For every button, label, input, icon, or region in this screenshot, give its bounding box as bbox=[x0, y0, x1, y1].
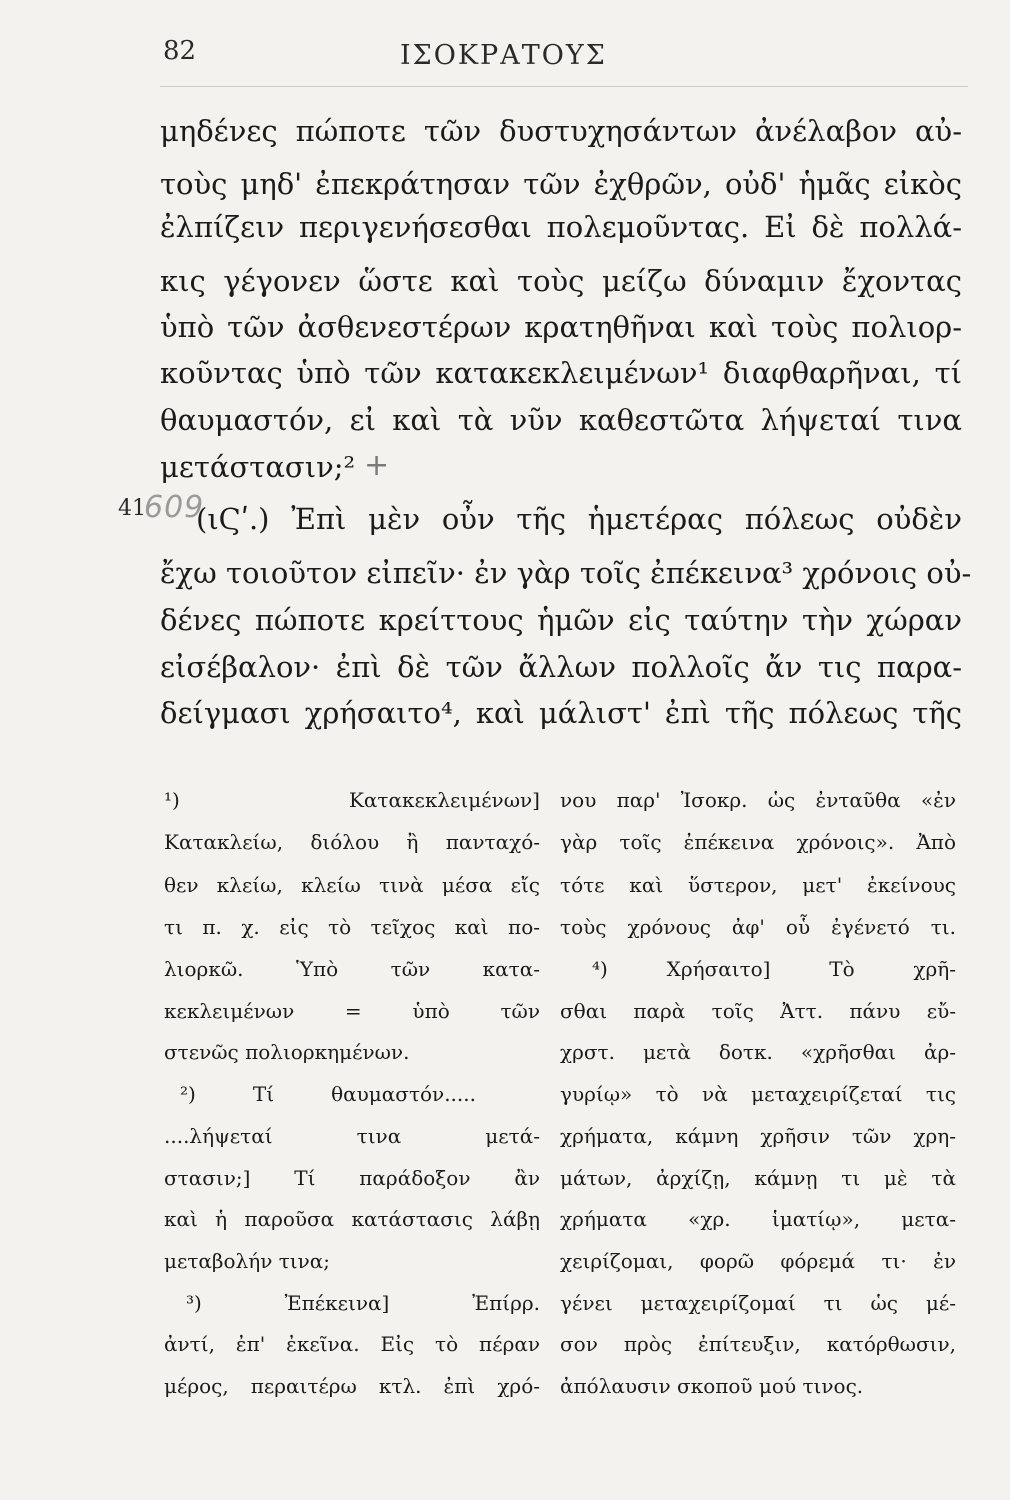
footnote-line: μεταβολήν τινα; bbox=[164, 1249, 331, 1273]
main-text-line: μηδένες πώποτε τῶν δυστυχησάντων ἀνέλαβον αὐ- bbox=[160, 114, 962, 148]
footnote-line: σον πρὸς ἐπίτευξιν, κατόρθωσιν, bbox=[560, 1332, 956, 1356]
main-text-line: ἐλπίζειν περιγενήσεσθαι πολεμοῦντας. Εἰ δὲ πολλά- bbox=[160, 210, 962, 244]
main-text-line: τοὺς μηδ' ἐπεκράτησαν τῶν ἐχθρῶν, οὐδ' ἡμᾶς εἰκὸς bbox=[160, 167, 962, 201]
main-text-line: κις γέγονεν ὥστε καὶ τοὺς μείζω δύναμιν ἔχοντας bbox=[160, 264, 962, 298]
footnote-line: χρήματα, κάμνη χρῆσιν τῶν χρη- bbox=[560, 1124, 956, 1148]
running-title: ΙΣΟΚΡΑΤΟΥΣ bbox=[400, 40, 607, 71]
footnote-line: γένει μεταχειρίζομαί τι ὡς μέ- bbox=[560, 1291, 956, 1315]
footnote-line: τότε καὶ ὕστερον, μετ' ἐκείνους bbox=[560, 873, 956, 897]
main-text-line: (ιϚʹ.) Ἐπὶ μὲν οὖν τῆς ἡμετέρας πόλεως οὐδὲν bbox=[196, 502, 962, 536]
footnote-line: χρστ. μετὰ δοτκ. «χρῆσθαι ἀρ- bbox=[560, 1040, 956, 1064]
footnote-line: μέρος, περαιτέρω κτλ. ἐπὶ χρό- bbox=[164, 1374, 540, 1398]
pencil-cross-mark: + bbox=[364, 448, 390, 483]
main-text-line: δείγμασι χρήσαιτο⁴, καὶ μάλιστ' ἐπὶ τῆς πόλεως τῆς bbox=[160, 696, 962, 730]
footnote-line: σθαι παρὰ τοῖς Ἀττ. πάνυ εὔ- bbox=[560, 999, 956, 1023]
header-rule bbox=[160, 86, 968, 87]
footnote-line: ἀντί, ἐπ' ἐκεῖνα. Εἰς τὸ πέραν bbox=[164, 1332, 540, 1356]
footnote-line: τοὺς χρόνους ἀφ' οὗ ἐγένετό τι. bbox=[560, 915, 956, 939]
main-text-line: ἔχω τοιοῦτον εἰπεῖν· ἐν γὰρ τοῖς ἐπέκεινα³ χρόνοις οὐ- bbox=[160, 556, 972, 590]
footnote-line: στασιν;] Τί παράδοξον ἂν bbox=[164, 1166, 540, 1190]
footnote-line: τι π. χ. εἰς τὸ τεῖχος καὶ πο- bbox=[164, 915, 540, 939]
footnote-line: ἀπόλαυσιν σκοποῦ μού τινος. bbox=[560, 1374, 864, 1398]
footnote-line: νου παρ' Ἰσοκρ. ὡς ἐνταῦθα «ἐν bbox=[560, 788, 956, 812]
main-text-line: ὑπὸ τῶν ἀσθενεστέρων κρατηθῆναι καὶ τοὺς πολιορ- bbox=[160, 310, 962, 344]
footnote-line: ¹) Κατακεκλειμένων] bbox=[164, 788, 540, 812]
footnote-line: κεκλειμένων = ὑπὸ τῶν bbox=[164, 999, 540, 1023]
footnote-line: θεν κλείω, κλείω τινὰ μέσα εἴς bbox=[164, 873, 540, 897]
footnote-line: ....λήψεταί τινα μετά- bbox=[164, 1124, 540, 1148]
footnote-line: ²) Τί θαυμαστόν..... bbox=[180, 1082, 476, 1106]
footnote-line: Κατακλείω, διόλου ἢ πανταχό- bbox=[164, 830, 540, 854]
main-text-line: εἰσέβαλον· ἐπὶ δὲ τῶν ἄλλων πολλοῖς ἄν τις παρα- bbox=[160, 650, 962, 684]
footnote-line: στενῶς πολιορκημένων. bbox=[164, 1040, 410, 1064]
footnote-line: γυρίῳ» τὸ νὰ μεταχειρίζεταί τις bbox=[560, 1082, 956, 1106]
footnote-line: χειρίζομαι, φορῶ φόρεμά τι· ἐν bbox=[560, 1249, 956, 1273]
footnote-line: ⁴) Χρήσαιτο] Τὸ χρῆ- bbox=[592, 957, 956, 981]
page-number: 82 bbox=[163, 36, 197, 66]
main-text-line: θαυμαστόν, εἰ καὶ τὰ νῦν καθεστῶτα λήψεταί τινα bbox=[160, 403, 962, 437]
section-number: 41 bbox=[118, 496, 146, 521]
pencil-margin-note: 609 bbox=[144, 490, 205, 525]
footnote-line: μάτων, ἀρχίζῃ, κάμνῃ τι μὲ τὰ bbox=[560, 1166, 956, 1190]
main-text-line: δένες πώποτε κρείττους ἡμῶν εἰς ταύτην τὴν χώραν bbox=[160, 603, 962, 637]
footnote-line: χρήματα «χρ. ἱματίῳ», μετα- bbox=[560, 1207, 956, 1231]
footnote-line: λιορκῶ. Ὑπὸ τῶν κατα- bbox=[164, 957, 540, 981]
footnote-line: ³) Ἐπέκεινα] Ἐπίρρ. bbox=[186, 1291, 540, 1315]
main-text-line: μετάστασιν;² bbox=[160, 450, 356, 484]
footnote-line: γὰρ τοῖς ἐπέκεινα χρόνοις». Ἀπὸ bbox=[560, 830, 956, 854]
main-text-line: κοῦντας ὑπὸ τῶν κατακεκλειμένων¹ διαφθαρῆναι, τί bbox=[160, 356, 962, 390]
footnote-line: καὶ ἡ παροῦσα κατάστασις λάβῃ bbox=[164, 1207, 540, 1231]
